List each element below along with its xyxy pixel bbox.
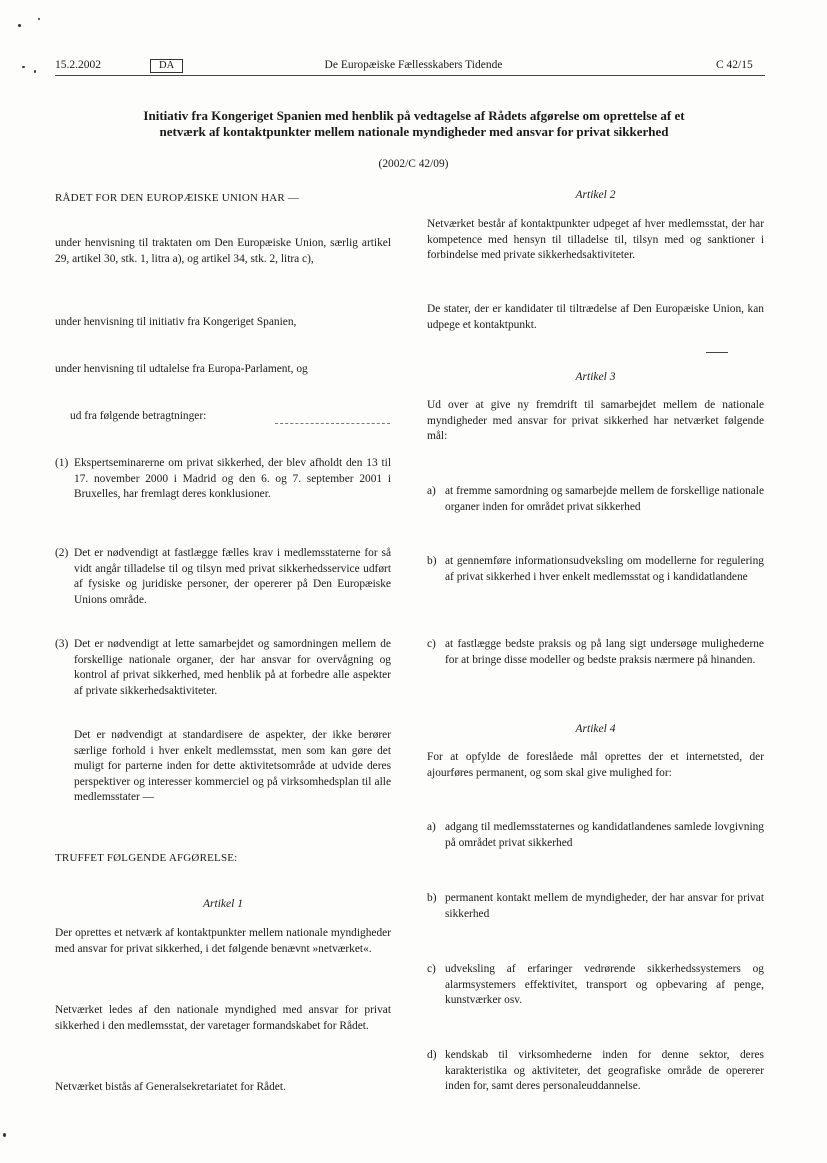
article-1-paragraph-1: Der oprettes et netværk af kontaktpunkter mellem nationale myndigheder med ansvar for privat sikkerhed, i det følgende benævnt »netværket«. [55,927,391,955]
item-label: b) [427,555,437,567]
item-label: c) [427,963,436,975]
article-3-item-a [427,484,764,515]
page-reference: C 42/15 [716,59,753,71]
item-text: at fastlægge bedste praksis og på lang sigt undersøge mulighederne for at bringe disse modeller og bedste praksis nærmere på hinanden. [445,638,764,666]
scan-speck [38,18,40,20]
article-3-heading: Artikel 3 [575,371,616,383]
consideration-text: Det er nødvendigt at lette samarbejdet og samordningen mellem de forskellige nationale organer, der har ansvar for overvågning og kontrol af privat sikkerhed, med henblik på at forbedre alle aspekter af private sikkerhedsaktiviteter. [74,638,391,697]
consideration-3 [55,637,391,699]
scan-line [275,423,390,424]
scan-speck [34,70,36,73]
recital-parliament: under henvisning til udtalelse fra Europa-Parlament, og [55,363,308,375]
language-code-box: DA [150,59,183,73]
scan-speck [22,66,25,68]
article-1-paragraph-2: Netværket ledes af den nationale myndighed med ansvar for privat sikkerhed i den medlemsstat, der varetager formandskabet for Rådet. [55,1004,391,1032]
scan-line [706,352,728,353]
consideration-text: Det er nødvendigt at standardisere de aspekter, der ikke berører særlige forhold i hver enkelt medlemsstat, men som kan gøre det muligt for parterne inden for dette aktivitetsområde at udvide deres perspektiver og interesser kommerciel og på virksomhedsplan til alle medlemsstater — [74,729,391,803]
decision-heading: TRUFFET FØLGENDE AFGØRELSE: [55,852,238,864]
scan-speck [18,24,21,27]
recital-initiative: under henvisning til initiativ fra Kongeriget Spanien, [55,316,297,328]
consideration-number: (3) [55,638,69,650]
item-label: a) [427,821,436,833]
article-3-item-c [427,637,764,668]
item-text: adgang til medlemsstaternes og kandidatlandenes samlede lovgivning på området privat sikkerhed [445,821,764,849]
consideration-2 [55,546,391,608]
item-text: permanent kontakt mellem de myndigheder, der har ansvar for privat sikkerhed [445,892,764,920]
item-text: at gennemføre informationsudveksling om modellerne for regulering af privat sikkerhed i hver enkelt medlemsstat og i kandidatlandene [445,555,764,583]
recital-considerations: ud fra følgende betragtninger: [70,410,207,422]
article-4-item-a [427,820,764,851]
consideration-1 [55,456,391,503]
header-rule [55,75,765,76]
article-4-item-c [427,962,764,1009]
publication-date: 15.2.2002 [55,59,101,71]
item-label: d) [427,1049,437,1061]
article-4-heading: Artikel 4 [575,723,616,735]
article-4-item-b [427,891,764,922]
item-text: at fremme samordning og samarbejde mellem de forskellige nationale organer inden for området privat sikkerhed [445,485,764,513]
article-2-paragraph-1: Netværket består af kontaktpunkter udpeget af hver medlemsstat, der har kompetence med hensyn til tilladelse til, tilsyn med og sanktioner i forbindelse med private sikkerhedsaktiviteter. [427,218,764,261]
scan-speck [3,1133,6,1137]
consideration-number: (1) [55,457,69,469]
article-1-heading: Artikel 1 [203,898,243,910]
journal-name: De Europæiske Fællesskabers Tidende [324,59,503,71]
item-label: a) [427,485,436,497]
article-2-heading: Artikel 2 [575,189,616,201]
item-label: b) [427,892,437,904]
consideration-number: (2) [55,547,69,559]
article-2-paragraph-2: De stater, der er kandidater til tiltrædelse af Den Europæiske Union, kan udpege et kontaktpunkt. [427,303,764,331]
item-label: c) [427,638,436,650]
article-3-item-b [427,554,764,585]
article-1-paragraph-3: Netværket bistås af Generalsekretariatet for Rådet. [55,1081,286,1093]
document-reference: (2002/C 42/09) [378,158,449,170]
recital-treaty: under henvisning til traktaten om Den Europæiske Union, særlig artikel 29, artikel 30, stk. 1, litra a), og artikel 34, stk. 2, litra c), [55,237,391,265]
title-line-2: netværk af kontaktpunkter mellem nationale myndigheder med ansvar for privat sikkerhed [159,124,669,139]
document-title [80,108,748,140]
item-text: kendskab til virksomhederne inden for denne sektor, deres karakteristika og aktiviteter, det geografiske område de opererer inden for, samt deres personaleuddannelse. [445,1049,764,1092]
article-3-intro: Ud over at give ny fremdrift til samarbejdet mellem de nationale myndigheder med ansvar for privat sikkerhed har netværket følgende mål: [427,399,764,442]
consideration-text: Det er nødvendigt at fastlægge fælles krav i medlemsstaterne for så vidt angår tilladelse til og tilsyn med privat sikkerhedsservice udført af fysiske og juridiske personer, der opererer på Den Europæiske Unions område. [74,547,391,606]
article-4-item-d [427,1048,764,1095]
consideration-4 [55,728,391,806]
council-intro: RÅDET FOR DEN EUROPÆISKE UNION HAR — [55,192,300,204]
title-line-1: Initiativ fra Kongeriget Spanien med henblik på vedtagelse af Rådets afgørelse om oprettelse af et [143,108,685,123]
item-text: udveksling af erfaringer vedrørende sikkerhedssystemers og alarmsystemers effektivitet, transport og opbevaring af penge, kunstværker osv. [445,963,764,1006]
article-4-intro: For at opfylde de foreslåede mål oprettes der et internetsted, der ajourføres permanent, og som skal give mulighed for: [427,751,764,779]
consideration-text: Ekspertseminarerne om privat sikkerhed, der blev afholdt den 13 til 17. november 2000 i Madrid og den 6. og 7. september 2001 i Bruxelles, har fremlagt deres konklusioner. [74,457,391,500]
